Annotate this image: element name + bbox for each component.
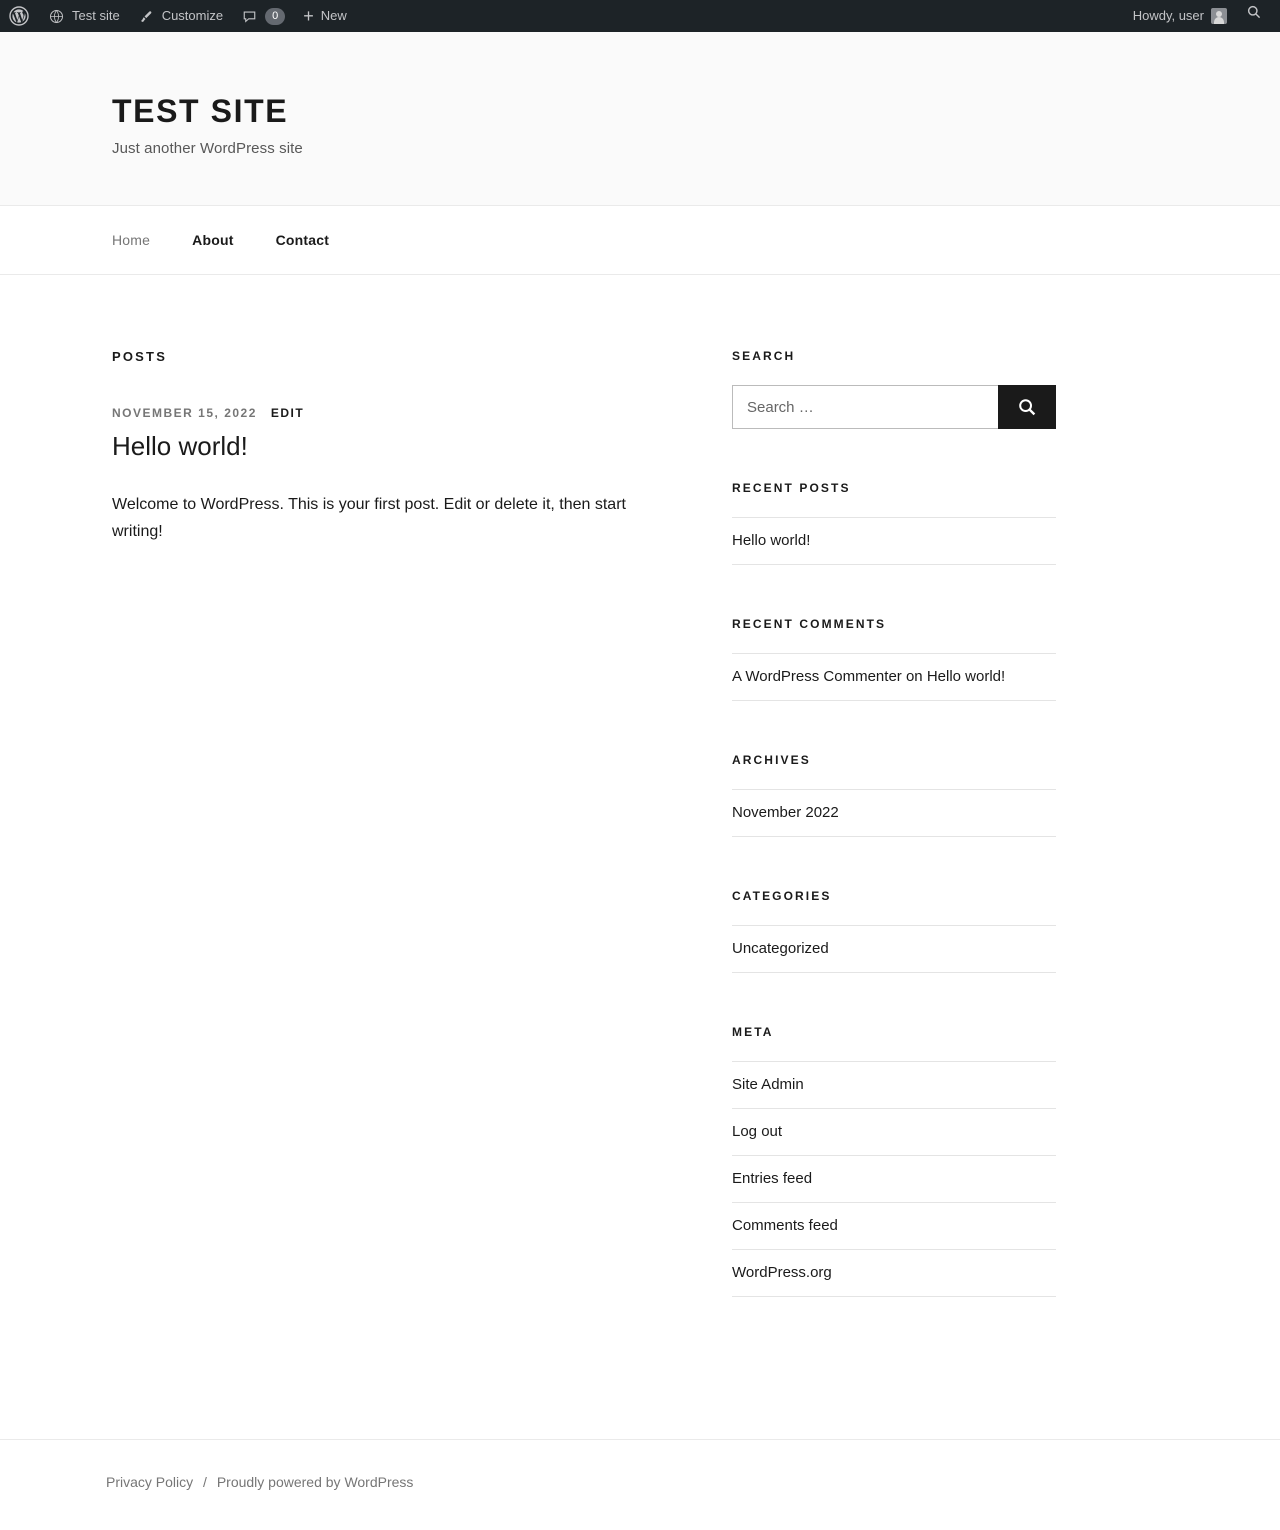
widget-search-title: SEARCH (732, 349, 796, 364)
meta-link-entries-feed[interactable]: Entries feed (732, 1170, 813, 1188)
post-meta (112, 406, 652, 420)
meta-link-comments-feed[interactable]: Comments feed (732, 1217, 838, 1235)
meta-link-wordpress-org[interactable]: WordPress.org (732, 1264, 832, 1282)
content-area (88, 275, 1192, 1349)
list-item[interactable] (732, 1156, 1056, 1203)
search-glyph (1246, 4, 1262, 20)
list-item[interactable] (732, 789, 1056, 837)
comment-post-link[interactable]: Hello world! (926, 668, 1006, 686)
list-item[interactable] (732, 925, 1056, 973)
recent-post-link[interactable]: Hello world! (732, 532, 811, 550)
search-form (732, 385, 1056, 429)
powered-by-link[interactable]: Proudly powered by WordPress (216, 1474, 414, 1491)
admin-bar (0, 0, 1280, 32)
widget-search (732, 349, 1056, 429)
site-tagline: Just another WordPress site (112, 140, 303, 158)
wordpress-logo-icon[interactable] (0, 0, 39, 32)
privacy-policy-link[interactable]: Privacy Policy (106, 1474, 194, 1491)
search-input[interactable] (732, 385, 998, 429)
list-item[interactable] (732, 1109, 1056, 1156)
main-content (112, 349, 732, 1349)
admin-bar-account[interactable] (1124, 0, 1236, 32)
post-content (112, 492, 652, 545)
widget-categories (732, 889, 1056, 973)
sidebar (732, 349, 1056, 1349)
post-body: Welcome to WordPress. This is your first post. Edit or delete it, then start writing! (112, 496, 626, 540)
posts-heading: POSTS (112, 349, 168, 365)
post-title[interactable]: Hello world! (112, 431, 248, 462)
footer-inner (88, 1474, 1192, 1490)
avatar (1211, 8, 1227, 24)
list-item[interactable] (732, 653, 1056, 701)
admin-bar-right (1124, 0, 1272, 32)
recent-comments-list (732, 653, 1056, 701)
site-footer (0, 1439, 1280, 1530)
widget-meta-title: META (732, 1025, 774, 1040)
admin-bar-new[interactable] (294, 0, 356, 32)
primary-navigation (0, 206, 1280, 275)
archive-link[interactable]: November 2022 (732, 804, 839, 822)
widget-recent-comments-title: RECENT COMMENTS (732, 617, 887, 632)
meta-list (732, 1061, 1056, 1297)
categories-list (732, 925, 1056, 973)
nav-item-contact[interactable]: Contact (275, 232, 330, 249)
admin-bar-left (0, 0, 356, 32)
admin-bar-customize-label: Customize (161, 8, 224, 23)
search-icon (1017, 397, 1037, 417)
list-item[interactable] (732, 1061, 1056, 1109)
comment-bubble-icon (241, 8, 258, 25)
widget-recent-comments (732, 617, 1056, 701)
admin-bar-new-label: New (320, 8, 347, 23)
site-header (0, 32, 1280, 206)
widget-meta (732, 1025, 1056, 1297)
post-edit-link[interactable]: EDIT (270, 406, 305, 421)
post-article (112, 406, 652, 545)
nav-item-about[interactable]: About (192, 232, 234, 249)
site-header-inner (88, 92, 1192, 157)
widget-archives (732, 753, 1056, 837)
search-submit-button[interactable] (998, 385, 1056, 429)
comment-count-badge: 0 (265, 8, 285, 25)
wordpress-logo-glyph (9, 6, 29, 26)
widget-archives-title: ARCHIVES (732, 753, 811, 768)
admin-bar-site-name-label: Test site (72, 8, 120, 23)
meta-link-site-admin[interactable]: Site Admin (732, 1076, 804, 1094)
category-link[interactable]: Uncategorized (732, 940, 829, 958)
list-item[interactable] (732, 1250, 1056, 1297)
recent-posts-list (732, 517, 1056, 565)
list-item[interactable] (732, 1203, 1056, 1250)
archives-list (732, 789, 1056, 837)
home-glyph (49, 9, 64, 24)
meta-link-log-out[interactable]: Log out (732, 1123, 783, 1141)
post-date[interactable]: NOVEMBER 15, 2022 (112, 406, 257, 421)
widget-recent-posts-title: RECENT POSTS (732, 481, 851, 496)
comment-author-link[interactable]: A WordPress Commenter (732, 668, 902, 686)
nav-item-home[interactable]: Home (112, 232, 151, 249)
comment-on-label: on (905, 668, 923, 686)
paintbrush-glyph (139, 9, 154, 24)
admin-bar-search-icon[interactable] (1236, 0, 1272, 32)
list-item[interactable] (732, 517, 1056, 565)
paintbrush-icon (138, 8, 155, 25)
footer-separator: / (203, 1474, 207, 1491)
admin-bar-comments[interactable] (232, 0, 294, 32)
admin-bar-customize[interactable] (129, 0, 232, 32)
nav-inner (88, 206, 1192, 274)
plus-icon: + (303, 6, 314, 26)
howdy-label: Howdy, user (1132, 8, 1204, 23)
widget-recent-posts (732, 481, 1056, 565)
dashboard-icon (48, 8, 65, 25)
admin-bar-site-name[interactable] (39, 0, 129, 32)
comment-glyph (242, 9, 257, 24)
page-title[interactable]: TEST SITE (112, 93, 289, 129)
widget-categories-title: CATEGORIES (732, 889, 832, 904)
